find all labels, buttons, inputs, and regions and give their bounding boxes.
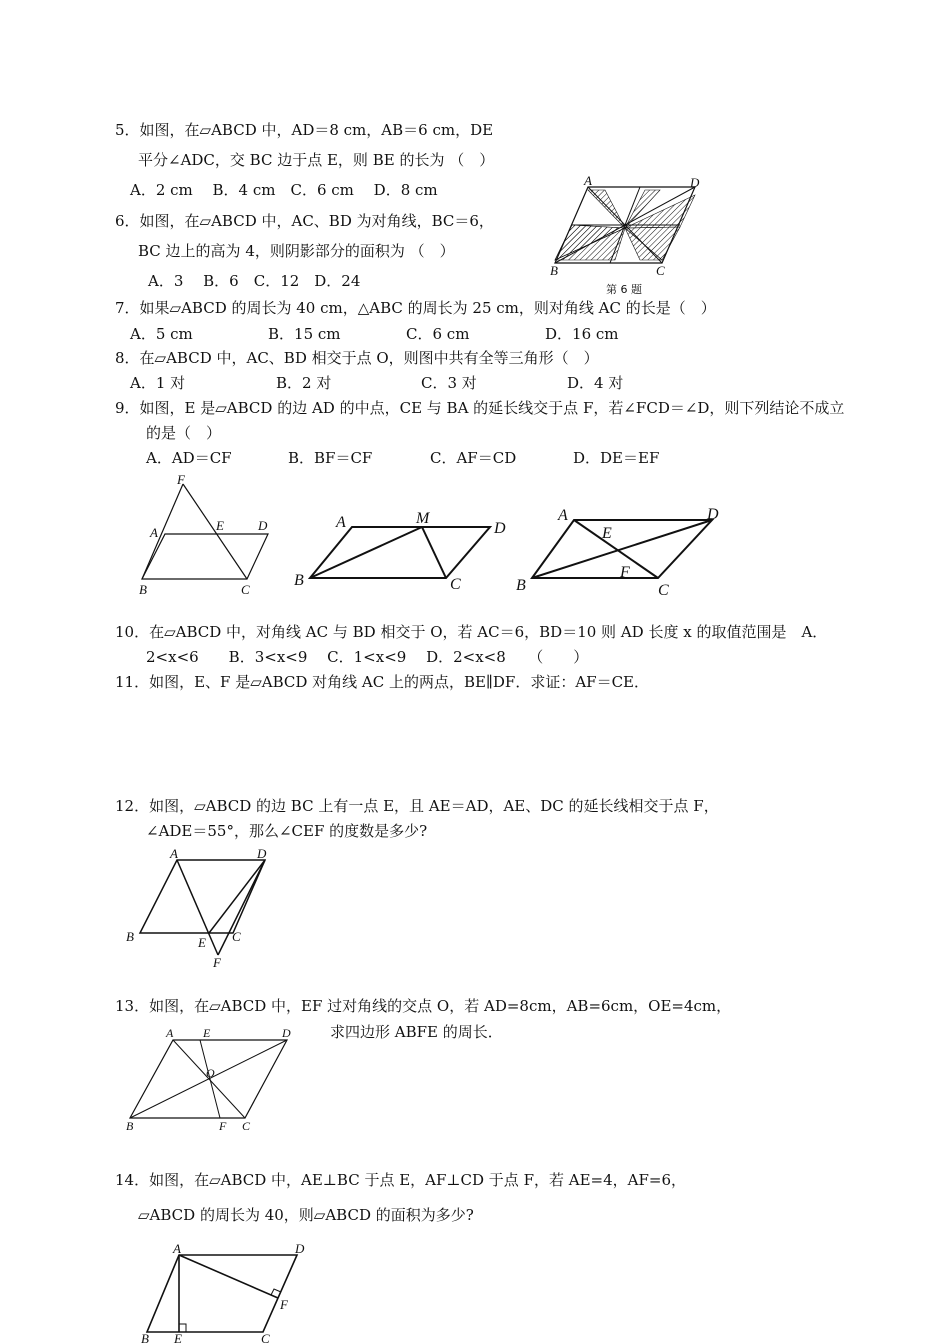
q13-line1: 13．如图，在▱ABCD 中，EF 过对角线的交点 O，若 AD=8cm，AB=6cm，OE=4cm，	[115, 997, 732, 1015]
q8-option-a: A．1 对	[130, 374, 186, 392]
q12-label-f: F	[213, 955, 221, 970]
q9f2-label-m: M	[416, 510, 430, 527]
q7-option-a: A．5 cm	[130, 325, 193, 343]
q10-line1: 10．在▱ABCD 中，对角线 AC 与 BD 相交于 O，若 AC＝6，BD＝10 则 AD 长度 x 的取值范围是 A．	[115, 623, 828, 641]
q13-label-f: F	[219, 1119, 227, 1133]
q13-label-d: D	[282, 1026, 291, 1040]
q12-label-a: A	[170, 846, 178, 861]
q14-label-c: C	[261, 1331, 270, 1344]
q9-option-a: A．AD＝CF	[146, 449, 232, 467]
q5-line1: 5．如图，在▱ABCD 中，AD＝8 cm，AB＝6 cm，DE	[115, 121, 494, 139]
q9-figure-2	[290, 505, 515, 600]
q13-figure	[120, 1022, 300, 1137]
q6-options: A．3 B．6 C．12 D．24	[148, 272, 361, 290]
q12-line1: 12．如图，▱ABCD 的边 BC 上有一点 E，且 AE＝AD，AE、DC 的延长线相交于点 F，	[115, 797, 719, 815]
q12-label-d: D	[257, 846, 267, 861]
q9-option-c: C．AF＝CD	[430, 449, 517, 467]
q7-option-b: B．15 cm	[268, 325, 341, 343]
q6-label-c: C	[656, 263, 665, 278]
q9f1-label-c: C	[241, 582, 250, 597]
q7-option-c: C．6 cm	[406, 325, 470, 343]
q11-line1: 11．如图，E、F 是▱ABCD 对角线 AC 上的两点，BE∥DF．求证：AF＝CE．	[115, 673, 650, 691]
q14-label-f: F	[280, 1297, 288, 1312]
q12-label-e: E	[198, 935, 206, 950]
q14-label-e: E	[174, 1331, 182, 1344]
q13-label-a: A	[166, 1026, 174, 1040]
q13-label-b: B	[126, 1119, 134, 1133]
q8-line1: 8．在▱ABCD 中，AC、BD 相交于点 O，则图中共有全等三角形（ ）	[115, 349, 599, 367]
q14-label-b: B	[141, 1331, 149, 1344]
q9f2-label-a: A	[336, 514, 346, 531]
q6-label-d: D	[690, 175, 700, 190]
q13-line2: 求四边形 ABFE 的周长．	[330, 1023, 503, 1041]
q6-caption: 第 6 题	[606, 283, 642, 296]
q5-line2: 平分∠ADC，交 BC 边于点 E，则 BE 的长为 （ ）	[138, 151, 495, 169]
q12-line2: ∠ADE＝55°，那么∠CEF 的度数是多少?	[146, 822, 428, 840]
q14-label-a: A	[173, 1241, 181, 1256]
q12-label-c: C	[232, 929, 241, 944]
q9f2-label-c: C	[450, 576, 461, 593]
q12-label-b: B	[126, 929, 134, 944]
q9f3-label-a: A	[558, 507, 568, 524]
q9f1-label-d: D	[258, 518, 268, 533]
q9f3-label-d: D	[707, 506, 719, 523]
q14-line1: 14．如图，在▱ABCD 中，AE⊥BC 于点 E，AF⊥CD 于点 F，若 AE=4，AF=6，	[115, 1171, 686, 1189]
q9f2-label-b: B	[294, 572, 304, 589]
q9-line2: 的是（ ）	[146, 424, 222, 442]
q9f1-label-b: B	[139, 582, 147, 597]
q14-figure	[135, 1237, 320, 1344]
q6-figure	[540, 175, 720, 300]
q9f1-label-e: E	[216, 518, 224, 533]
q6-label-b: B	[550, 263, 558, 278]
q5-options: A．2 cm B．4 cm C．6 cm D．8 cm	[130, 181, 438, 199]
q13-label-c: C	[242, 1119, 251, 1133]
q9-option-b: B．BF＝CF	[288, 449, 373, 467]
q7-option-d: D．16 cm	[545, 325, 619, 343]
q13-label-o: O	[206, 1066, 215, 1080]
q6-line2: BC 边上的高为 4，则阴影部分的面积为 （ ）	[138, 242, 455, 260]
q7-line1: 7．如果▱ABCD 的周长为 40 cm，△ABC 的周长为 25 cm，则对角线 AC 的长是（ ）	[115, 299, 716, 317]
q9f3-label-e: E	[602, 525, 612, 542]
q9-line1: 9．如图，E 是▱ABCD 的边 AD 的中点，CE 与 BA 的延长线交于点 F，若∠FCD＝∠D，则下列结论不成立	[115, 399, 845, 417]
q8-option-d: D．4 对	[567, 374, 624, 392]
q9-option-d: D．DE＝EF	[573, 449, 660, 467]
q9f3-label-f: F	[620, 564, 630, 581]
q14-label-d: D	[295, 1241, 305, 1256]
q10-line2: 2<x<6 B．3<x<9 C．1<x<9 D．2<x<8 （ ）	[146, 648, 589, 666]
q9-figure-3	[512, 500, 737, 600]
q9f1-label-a: A	[150, 525, 158, 540]
q6-line1: 6．如图，在▱ABCD 中，AC、BD 为对角线，BC＝6，	[115, 212, 494, 230]
q9f3-label-c: C	[658, 582, 669, 599]
q9-figure-1	[135, 470, 285, 600]
q6-label-a: A	[584, 173, 592, 188]
q9f2-label-d: D	[494, 520, 506, 537]
q8-option-b: B．2 对	[276, 374, 332, 392]
q9f1-label-f: F	[177, 472, 185, 487]
q12-figure	[120, 843, 280, 973]
q8-option-c: C．3 对	[421, 374, 477, 392]
q14-line2: ▱ABCD 的周长为 40，则▱ABCD 的面积为多少?	[138, 1206, 474, 1224]
q13-label-e: E	[203, 1026, 211, 1040]
q9f3-label-b: B	[516, 577, 526, 594]
